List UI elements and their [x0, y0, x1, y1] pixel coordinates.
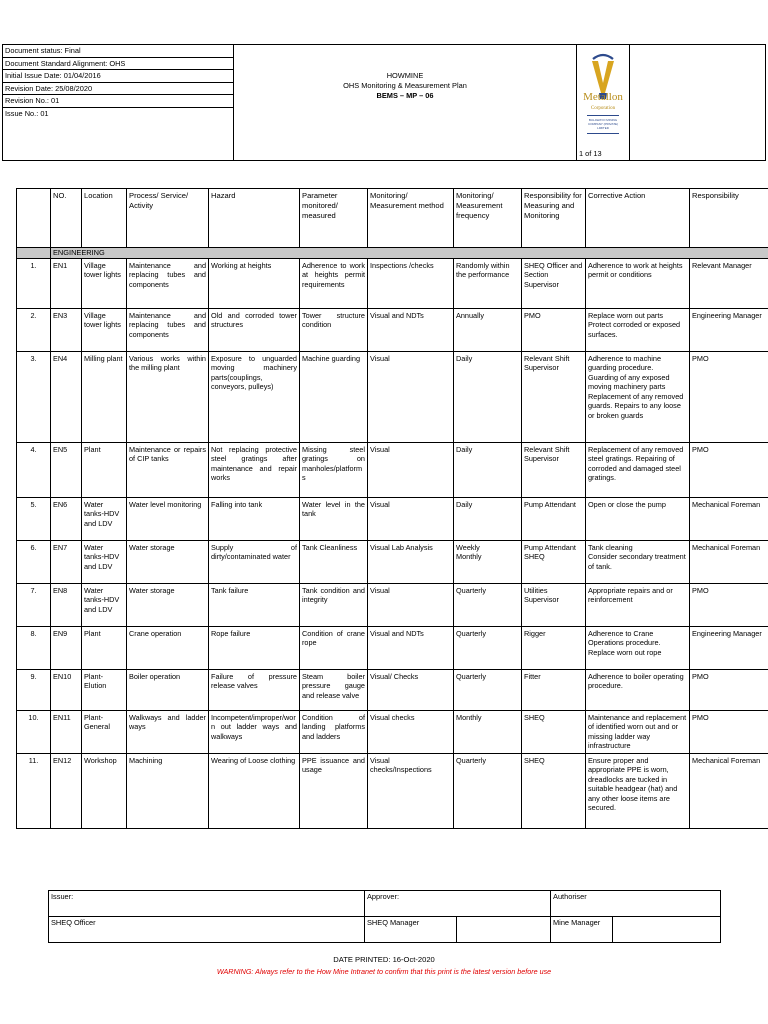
row-parameter: Machine guarding	[300, 352, 368, 443]
row-code: EN7	[51, 541, 82, 584]
revision-date: Revision Date: 25/08/2020	[3, 83, 233, 96]
row-corrective-action: Maintenance and replacement of identified worn out and or missing ladder way infrastructure	[586, 711, 690, 754]
row-index: 3.	[17, 352, 51, 443]
row-resp-measuring: SHEQ	[522, 711, 586, 754]
row-code: EN9	[51, 627, 82, 670]
row-index: 10.	[17, 711, 51, 754]
row-method: Visual checks/Inspections	[368, 754, 454, 829]
row-location: Water tanks-HDV and LDV	[82, 541, 127, 584]
row-frequency: Monthly	[454, 711, 522, 754]
row-resp-measuring: Pump Attendant SHEQ	[522, 541, 586, 584]
row-parameter: Tank condition and integrity	[300, 584, 368, 627]
row-responsibility: PMO	[690, 670, 768, 711]
row-frequency: Randomly within the performance	[454, 259, 522, 309]
row-index: 4.	[17, 443, 51, 498]
issue-number: Issue No.: 01	[5, 108, 49, 118]
row-hazard: Working at heights	[209, 259, 300, 309]
row-method: Visual and NDTs	[368, 627, 454, 670]
logo-rule-bottom	[587, 133, 619, 134]
row-index: 2.	[17, 309, 51, 352]
table-row	[17, 584, 768, 627]
row-method: Visual/ Checks	[368, 670, 454, 711]
row-responsibility: Engineering Manager	[690, 309, 768, 352]
row-frequency: Daily	[454, 352, 522, 443]
row-code: EN4	[51, 352, 82, 443]
col-header-frequency: Monitoring/ Measurement frequency	[454, 189, 522, 248]
row-process: Walkways and ladder ways	[127, 711, 209, 754]
row-code: EN12	[51, 754, 82, 829]
section-label: ENGINEERING	[51, 248, 768, 259]
row-frequency: Weekly Monthly	[454, 541, 522, 584]
row-resp-measuring: SHEQ Officer and Section Supervisor	[522, 259, 586, 309]
row-parameter: Condition of crane rope	[300, 627, 368, 670]
mine-name: HOWMINE	[386, 71, 424, 80]
document-header	[2, 44, 766, 161]
row-location: Plant-Elution	[82, 670, 127, 711]
row-location: Plant	[82, 443, 127, 498]
row-corrective-action: Replacement of any removed steel gratings. Repairing of corroded and damaged steel gratings.	[586, 443, 690, 498]
document-control-info	[3, 45, 234, 160]
row-resp-measuring: PMO	[522, 309, 586, 352]
row-method: Visual	[368, 498, 454, 541]
row-parameter: PPE issuance and usage	[300, 754, 368, 829]
row-frequency: Quarterly	[454, 627, 522, 670]
col-header-method: Monitoring/ Measurement method	[368, 189, 454, 248]
approver-label: Approver:	[365, 891, 551, 917]
row-hazard: Supply of dirty/contaminated water	[209, 541, 300, 584]
table-row	[17, 309, 768, 352]
row-location: Workshop	[82, 754, 127, 829]
row-corrective-action: Replace worn out parts Protect corroded or exposed surfaces.	[586, 309, 690, 352]
row-code: EN6	[51, 498, 82, 541]
authoriser-signature	[613, 917, 721, 943]
row-process: Crane operation	[127, 627, 209, 670]
row-responsibility: PMO	[690, 711, 768, 754]
col-header-responsibility: Responsibility	[690, 189, 768, 248]
row-resp-measuring: Rigger	[522, 627, 586, 670]
authoriser-role: Mine Manager	[551, 917, 613, 943]
row-frequency: Quarterly	[454, 670, 522, 711]
row-process: Water storage	[127, 541, 209, 584]
row-parameter: Condition of landing platforms and ladders	[300, 711, 368, 754]
row-frequency: Quarterly	[454, 584, 522, 627]
section-row	[17, 248, 768, 259]
logo-area	[577, 45, 765, 160]
row-method: Visual	[368, 584, 454, 627]
warning-notice: WARNING: Always refer to the How Mine Intranet to confirm that this print is the latest version before use	[216, 967, 552, 976]
col-header-resp-measuring: Responsibility for Measuring and Monitoring	[522, 189, 586, 248]
row-location: Plant	[82, 627, 127, 670]
plan-title: OHS Monitoring & Measurement Plan	[343, 81, 467, 90]
row-frequency: Annually	[454, 309, 522, 352]
row-corrective-action: Adherence to Crane Operations procedure. Replace worn out rope	[586, 627, 690, 670]
row-responsibility: Mechanical Foreman	[690, 498, 768, 541]
row-index: 6.	[17, 541, 51, 584]
logo-name: Metallon	[583, 91, 623, 103]
row-method: Inspections /checks	[368, 259, 454, 309]
revision-number: Revision No.: 01	[3, 95, 233, 108]
row-process: Boiler operation	[127, 670, 209, 711]
metallon-logo	[577, 49, 629, 147]
row-location: Village tower lights	[82, 259, 127, 309]
row-process: Water storage	[127, 584, 209, 627]
row-responsibility: Mechanical Foreman	[690, 754, 768, 829]
row-code: EN5	[51, 443, 82, 498]
document-status: Document status: Final	[3, 45, 233, 58]
col-header-location: Location	[82, 189, 127, 248]
col-header-no: NO.	[51, 189, 82, 248]
document-code: BEMS – MP – 06	[376, 91, 434, 100]
row-parameter: Steam boiler pressure gauge and release valve	[300, 670, 368, 711]
row-parameter: Tower structure condition	[300, 309, 368, 352]
initial-issue-date: Initial Issue Date: 01/04/2016	[3, 70, 233, 83]
row-location: Water tanks-HDV and LDV	[82, 498, 127, 541]
table-row	[17, 498, 768, 541]
table-row	[17, 443, 768, 498]
signoff-table	[48, 890, 721, 943]
row-hazard: Falling into tank	[209, 498, 300, 541]
col-header-corrective-action: Corrective Action	[586, 189, 690, 248]
row-index: 5.	[17, 498, 51, 541]
row-index: 7.	[17, 584, 51, 627]
row-process: Various works within the milling plant	[127, 352, 209, 443]
row-responsibility: PMO	[690, 352, 768, 443]
row-code: EN10	[51, 670, 82, 711]
table-row	[17, 754, 768, 829]
col-header-parameter: Parameter monitored/ measured	[300, 189, 368, 248]
row-frequency: Quarterly	[454, 754, 522, 829]
issuer-role: SHEQ Officer	[49, 917, 365, 943]
row-hazard: Rope failure	[209, 627, 300, 670]
approver-signature	[457, 917, 551, 943]
row-process: Maintenance or repairs of CIP tanks	[127, 443, 209, 498]
table-header-row	[17, 189, 768, 248]
authoriser-label: Authoriser	[551, 891, 721, 917]
row-hazard: Not replacing protective steel gratings after maintenance and repair works	[209, 443, 300, 498]
row-corrective-action: Adherence to boiler operating procedure.	[586, 670, 690, 711]
row-parameter: Water level in the tank	[300, 498, 368, 541]
row-parameter: Missing steel gratings on manholes/platforms	[300, 443, 368, 498]
row-corrective-action: Tank cleaning Consider secondary treatment of tank.	[586, 541, 690, 584]
table-row	[17, 259, 768, 309]
row-corrective-action: Open or close the pump	[586, 498, 690, 541]
col-header-index	[17, 189, 51, 248]
page-number: 1 of 13	[579, 149, 602, 158]
row-resp-measuring: SHEQ	[522, 754, 586, 829]
row-method: Visual	[368, 443, 454, 498]
row-process: Maintenance and replacing tubes and components	[127, 259, 209, 309]
row-index: 1.	[17, 259, 51, 309]
row-frequency: Daily	[454, 443, 522, 498]
row-responsibility: PMO	[690, 443, 768, 498]
row-responsibility: Engineering Manager	[690, 627, 768, 670]
table-row	[17, 627, 768, 670]
row-index: 11.	[17, 754, 51, 829]
logo-fineprint: BULAWAYO MINING COMPANY (PRIVATE) LIMITED	[587, 118, 619, 130]
table-row	[17, 352, 768, 443]
row-hazard: Incompetent/improper/worn out ladder ways and walkways	[209, 711, 300, 754]
row-code: EN1	[51, 259, 82, 309]
monitoring-plan-table	[16, 188, 768, 829]
table-row	[17, 541, 768, 584]
row-responsibility: PMO	[690, 584, 768, 627]
row-hazard: Tank failure	[209, 584, 300, 627]
row-resp-measuring: Fitter	[522, 670, 586, 711]
row-index: 9.	[17, 670, 51, 711]
row-corrective-action: Appropriate repairs and or reinforcement	[586, 584, 690, 627]
col-header-process: Process/ Service/ Activity	[127, 189, 209, 248]
row-resp-measuring: Relevant Shift Supervisor	[522, 352, 586, 443]
logo-rule	[587, 115, 619, 116]
row-hazard: Exposure to unguarded moving machinery parts(couplings, conveyors, pulleys)	[209, 352, 300, 443]
row-process: Machining	[127, 754, 209, 829]
row-resp-measuring: Pump Attendant	[522, 498, 586, 541]
col-header-hazard: Hazard	[209, 189, 300, 248]
row-corrective-action: Adherence to machine guarding procedure. Guarding of any exposed moving machinery parts Replacement of any removed guards. Repairs to any loose or broken guards	[586, 352, 690, 443]
row-hazard: Wearing of Loose clothing	[209, 754, 300, 829]
row-location: Plant-General	[82, 711, 127, 754]
row-process: Maintenance and replacing tubes and components	[127, 309, 209, 352]
row-hazard: Old and corroded tower structures	[209, 309, 300, 352]
row-process: Water level monitoring	[127, 498, 209, 541]
row-location: Village tower lights	[82, 309, 127, 352]
table-row	[17, 670, 768, 711]
row-hazard: Failure of pressure release valves	[209, 670, 300, 711]
row-method: Visual Lab Analysis	[368, 541, 454, 584]
document-standard: Document Standard Alignment: OHS	[3, 58, 233, 71]
document-title-block	[234, 45, 577, 160]
row-corrective-action: Adherence to work at heights permit or conditions	[586, 259, 690, 309]
row-code: EN3	[51, 309, 82, 352]
row-parameter: Adherence to work at heights permit requirements	[300, 259, 368, 309]
row-method: Visual checks	[368, 711, 454, 754]
row-corrective-action: Ensure proper and appropriate PPE is worn, dreadlocks are tucked in suitable headgear (hat) and any other loose items are secured.	[586, 754, 690, 829]
date-printed: DATE PRINTED: 16-Oct-2020	[333, 955, 435, 964]
table-row	[17, 711, 768, 754]
row-frequency: Daily	[454, 498, 522, 541]
row-resp-measuring: Relevant Shift Supervisor	[522, 443, 586, 498]
row-location: Milling plant	[82, 352, 127, 443]
row-responsibility: Relevant Manager	[690, 259, 768, 309]
row-parameter: Tank Cleanliness	[300, 541, 368, 584]
issuer-label: Issuer:	[49, 891, 365, 917]
approver-role: SHEQ Manager	[365, 917, 457, 943]
row-resp-measuring: Utilities Supervisor	[522, 584, 586, 627]
row-method: Visual and NDTs	[368, 309, 454, 352]
row-code: EN11	[51, 711, 82, 754]
section-spacer	[17, 248, 51, 259]
row-location: Water tanks-HDV and LDV	[82, 584, 127, 627]
row-index: 8.	[17, 627, 51, 670]
row-responsibility: Mechanical Foreman	[690, 541, 768, 584]
row-method: Visual	[368, 352, 454, 443]
row-code: EN8	[51, 584, 82, 627]
logo-subtitle: Corporation	[590, 106, 616, 111]
